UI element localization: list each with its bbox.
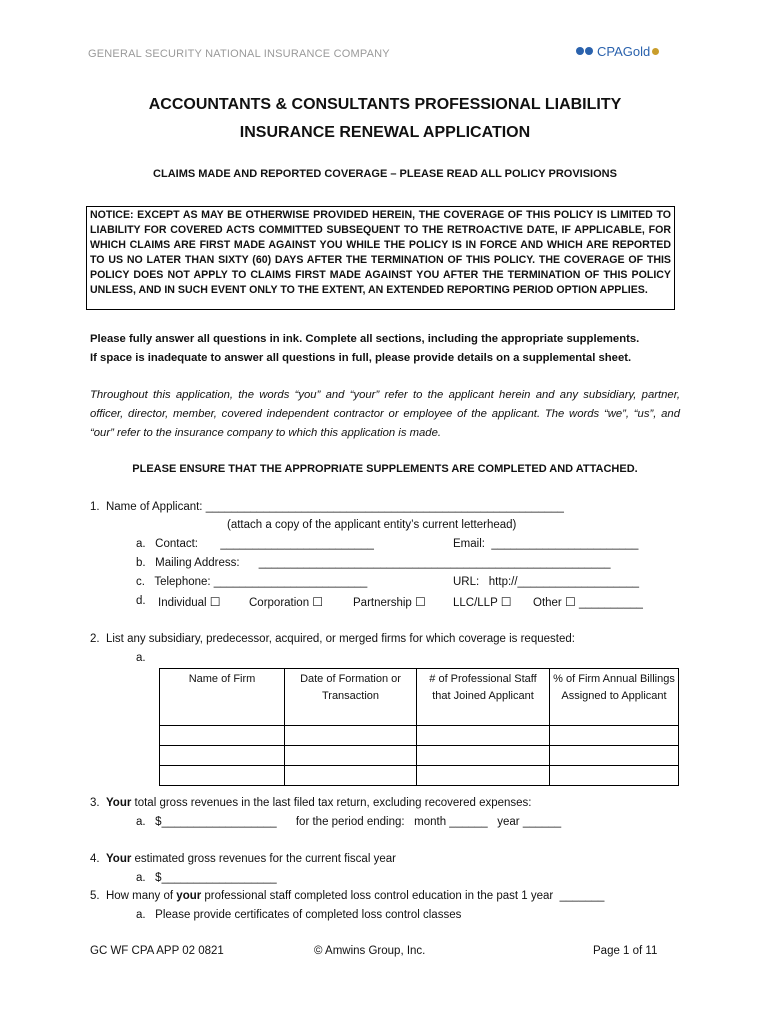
logo-dot-icon xyxy=(576,47,584,55)
notice-box: NOTICE: EXCEPT AS MAY BE OTHERWISE PROVIDED HEREIN, THE COVERAGE OF THIS POLICY IS LIMITED TO LIABILITY FOR COVERED ACTS COMMITTED SUBSEQUENT TO THE RETROACTIVE DATE, IF APPLICABLE, FOR WHICH CLAIMS ARE FIRST MADE AGAINST YOU WHILE THE POLICY IS IN FORCE AND WHICH ARE REPORTED TO US NO LATER THAN SIXTY (60) DAYS AFTER THE TERMINATION OF THIS POLICY. THE COVERAGE OF THIS POLICY DOES NOT APPLY TO CLAIMS FIRST MADE AGAINST YOU AFTER THE TERMINATION OF THIS POLICY UNLESS, AND IN SUCH EVENT ONLY TO THE EXTENT, AN EXTENDED REPORTING PERIOD OPTION APPLIES. xyxy=(86,206,675,310)
entity-option-other[interactable] xyxy=(533,595,643,609)
q1-contact-field[interactable]: a. Contact: ________________________ xyxy=(136,538,374,550)
instructions-line2: If space is inadequate to answer all questions in full, please provide details on a supplemental sheet. xyxy=(90,352,632,364)
q4-revenue-field[interactable]: a. $__________________ xyxy=(136,872,277,884)
q2-label: 2. List any subsidiary, predecessor, acquired, or merged firms for which coverage is requested: xyxy=(90,633,575,645)
other-checkbox[interactable]: ☐ xyxy=(564,595,576,609)
q1-letterhead-note: (attach a copy of the applicant entity’s current letterhead) xyxy=(227,519,517,531)
table-row xyxy=(160,766,679,786)
other-blank[interactable]: __________ xyxy=(578,597,643,609)
q1-url-field[interactable]: URL: http://___________________ xyxy=(453,576,640,588)
table-cell[interactable] xyxy=(550,726,679,746)
table-row xyxy=(160,726,679,746)
footer-form-id: GC WF CPA APP 02 0821 xyxy=(90,945,224,957)
q5-your: your xyxy=(176,890,202,902)
q2-sub-a: a. xyxy=(136,652,146,664)
other-label: Other xyxy=(533,597,562,609)
table-cell[interactable] xyxy=(160,726,285,746)
footer-copyright: © Amwins Group, Inc. xyxy=(314,945,426,957)
table-cell[interactable] xyxy=(285,766,417,786)
logo-dot-icon xyxy=(585,47,593,55)
cpagold-logo xyxy=(576,42,659,60)
q5-number: 5. xyxy=(90,890,100,902)
q1-telephone-field[interactable]: c. Telephone: ________________________ xyxy=(136,576,368,588)
table-cell[interactable] xyxy=(550,746,679,766)
q4-your: Your xyxy=(105,853,132,865)
table-cell[interactable] xyxy=(417,726,550,746)
q3-label xyxy=(90,797,532,809)
table-row xyxy=(160,746,679,766)
entity-option-partnership[interactable] xyxy=(353,595,426,609)
ensure-supplements-note: PLEASE ENSURE THAT THE APPROPRIATE SUPPLEMENTS ARE COMPLETED AND ATTACHED. xyxy=(132,463,638,475)
instructions-line1: Please fully answer all questions in ink. Complete all sections, including the appropriate supplements. xyxy=(90,333,640,345)
corporation-label: Corporation xyxy=(249,597,310,609)
partnership-label: Partnership xyxy=(353,597,412,609)
footer-page-number: Page 1 of 11 xyxy=(593,945,658,957)
llc-label: LLC/LLP xyxy=(453,597,498,609)
entity-option-individual[interactable] xyxy=(158,595,221,609)
table-cell[interactable] xyxy=(550,766,679,786)
page-title-line1: ACCOUNTANTS & CONSULTANTS PROFESSIONAL LIABILITY xyxy=(148,96,622,113)
logo-gold-dot-icon xyxy=(652,48,659,55)
definitions-paragraph: Throughout this application, the words “you” and “your” refer to the applicant herein and any subsidiary, partner, officer, director, member, covered independent contractor or employee of the applicant. The words “we”, “us”, and “our” refer to the insurance company to which this application is made. xyxy=(90,389,680,439)
q5-label[interactable] xyxy=(90,890,604,902)
table-cell[interactable] xyxy=(160,766,285,786)
corporation-checkbox[interactable]: ☐ xyxy=(312,595,324,609)
table-cell[interactable] xyxy=(285,726,417,746)
q3-your: Your xyxy=(105,797,132,809)
company-name: GENERAL SECURITY NATIONAL INSURANCE COMPANY xyxy=(88,48,390,60)
th-annual-billings: % of Firm Annual Billings Assigned to Applicant xyxy=(550,669,679,726)
table-cell[interactable] xyxy=(417,746,550,766)
q4-number: 4. xyxy=(90,853,100,865)
th-professional-staff: # of Professional Staff that Joined Applicant xyxy=(417,669,550,726)
logo-text: CPAGold xyxy=(597,43,651,59)
table-cell[interactable] xyxy=(160,746,285,766)
q4-label-text: estimated gross revenues for the current fiscal year xyxy=(131,853,396,865)
q3-label-text: total gross revenues in the last filed tax return, excluding recovered expenses: xyxy=(131,797,532,809)
table-cell[interactable] xyxy=(417,766,550,786)
table-cell[interactable] xyxy=(285,746,417,766)
q4-label xyxy=(90,853,396,865)
coverage-subtitle: CLAIMS MADE AND REPORTED COVERAGE – PLEASE READ ALL POLICY PROVISIONS xyxy=(153,168,617,180)
q1-email-field[interactable]: Email: _______________________ xyxy=(453,538,639,550)
entity-option-corporation[interactable] xyxy=(249,595,323,609)
q3-number: 3. xyxy=(90,797,100,809)
q1-mailing-address-field[interactable]: b. Mailing Address: _______________________________________________________ xyxy=(136,557,611,569)
firms-table xyxy=(159,668,679,786)
page-title-line2: INSURANCE RENEWAL APPLICATION xyxy=(239,124,531,141)
partnership-checkbox[interactable]: ☐ xyxy=(415,595,426,609)
q1-entity-prefix: d. xyxy=(136,595,146,607)
q1-name-of-applicant[interactable]: 1. Name of Applicant: ________________________________________________________ xyxy=(90,501,564,513)
llc-checkbox[interactable]: ☐ xyxy=(500,595,512,609)
q3-revenue-field[interactable]: a. $__________________ for the period ending: month ______ year ______ xyxy=(136,816,562,828)
q5-post: professional staff completed loss control education in the past 1 year _______ xyxy=(201,890,605,902)
q5-pre: How many of xyxy=(105,890,177,902)
entity-option-llc[interactable] xyxy=(453,595,512,609)
th-name-of-firm: Name of Firm xyxy=(160,669,285,726)
individual-checkbox[interactable]: ☐ xyxy=(209,595,221,609)
th-date-of-formation: Date of Formation or Transaction xyxy=(285,669,417,726)
individual-label: Individual xyxy=(158,597,207,609)
q5-certificates-note: a. Please provide certificates of completed loss control classes xyxy=(136,909,462,921)
